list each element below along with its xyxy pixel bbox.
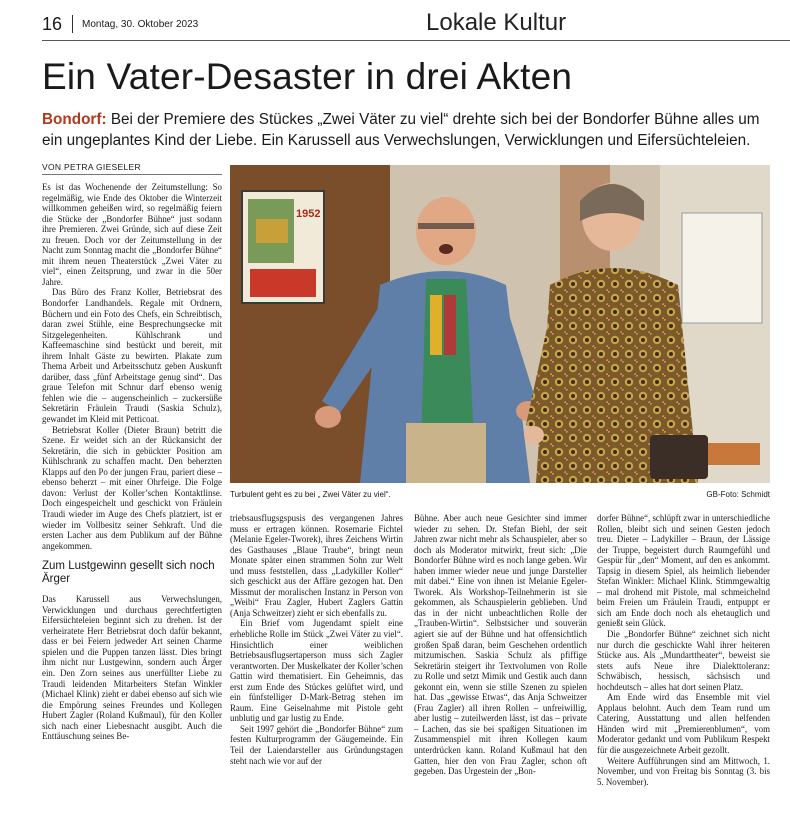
article-photo xyxy=(230,165,770,483)
lead-dateline: Bondorf: xyxy=(42,111,107,128)
article-column-2 xyxy=(230,513,403,766)
issue-date: Montag, 30. Oktober 2023 xyxy=(82,19,199,30)
byline-rule xyxy=(42,174,222,175)
photo-caption: Turbulent geht es zu bei „ Zwei Väter zu viel“. xyxy=(230,490,391,499)
article-column-3 xyxy=(414,513,587,777)
poster-year: 1952 xyxy=(296,208,321,220)
page-number: 16 xyxy=(42,14,63,34)
article-column-4 xyxy=(597,513,770,787)
paragraph: Weitere Aufführungen sind am Mittwoch, 1. November, und von Freitag bis Sonntag (3. bis 5. November). xyxy=(597,755,770,787)
section-title: Lokale Kultur xyxy=(426,9,567,36)
author-byline: VON PETRA GIESELER xyxy=(42,162,141,172)
stage-scene-image xyxy=(230,165,770,483)
subheading: Zum Lustgewinn gesellt sich noch Ärger xyxy=(42,560,215,586)
paragraph: Das Büro des Franz Koller, Betriebsrat des Bondorfer Landhandels. Regale mit Ordnern, Büchern und ein Foto des Chefs, ein Schreibtisch, daran zwei Stühle, eine Besprechungsecke mit Sitzgelegenheiten. Kühlschrank und Kaffeemaschine sind bestückt und bereit, mit ihrem Inhalt Gäste zu bewirten. Plakate zum Thema Arbeit und Arbeitsschutz geben Auskunft darüber, dass „fünf Arbeitstage genug sind“. Das graue Telefon mit Schnur darf ebenso wenig fehlen wie die – augenscheinlich – zuckersüße Sekretärin Fräulein Traudi (Saskia Schulz), gewandet im Kleid mit Petticoat. xyxy=(42,287,222,425)
article-column-1 xyxy=(42,182,222,742)
paragraph: Seit 1997 gehört die „Bondorfer Bühne“ zum festen Kulturprogramm der Gäugemeinde. Ein Teil der Laiendarsteller aus Gründungstagen steht nach wie vor auf der xyxy=(230,723,403,766)
page-header xyxy=(0,0,790,44)
header-rule xyxy=(42,40,790,41)
header-divider xyxy=(72,15,73,33)
paragraph: dorfer Bühne“, schlüpft zwar in unterschiedliche Rollen, bleibt sich und seinen Gesten jedoch treu. Dieter – Ladykiller – Braun, der Lässige der Truppe, begeistert durch Raumgefühl und Gespür für „den“ Moment, auf den es ankommt. Tapsig in diesem Spiel, als heimlich liebender Stefan Winkler: Michael Klink. Stimmgewaltig – mal drohend mit Pistole, mal schmeichelnd beim Freien um Fräulein Traudi, entpuppt er sich am Ende doch noch als ehetauglich und genießt sein Glück. xyxy=(597,513,770,629)
paragraph: Es ist das Wochenende der Zeitumstellung: So regelmäßig, wie Ende des Oktober die Winterzeit willkommen geheißen wird, so regelmäßig feiern die Stücke der „Bondorfer Bühne“ just sodann ihre Premieren. Zwei Gründe, sich auf diese Zeit zu freuen. Doch vor der Zeitumstellung in der Nacht zum Sonntag macht die „Bondorfer Bühne“ mit ihrem neuen Theaterstück „Zwei Väter zu viel“, einen Zeitsprung, und zwar in die 50er Jahre. xyxy=(42,182,222,287)
article-headline: Ein Vater-Desaster in drei Akten xyxy=(42,56,573,97)
paragraph: Das Karussell aus Verwechslungen, Verwicklungen und durchaus gerechtfertigten Eifersüchteleien beginnt sich zu drehen. Ist der verheiratete Herr Betriebsrat doch dafür bekannt, dass er bei Feiern jedweder Art seinen Charme spielen und die Puppen tanzen lässt. Dies bringt ihm nicht nur Lustgewinn, sondern auch Ärger ein. Den Zorn seines aus unerfüllter Liebe zu Traudi leidenden Mitarbeiters Stefan Winkler (Michael Klink) zieht er dabei ebenso auf sich wie die Empörung seines Freundes und Kollegen Hubert Zagler (Roland Kußmaul), für den Koller sich nach einer Liebesnacht ausgibt. Auch die Enttäuschung seines Be- xyxy=(42,594,222,742)
paragraph: Bühne. Aber auch neue Gesichter sind immer wieder zu sehen. Dr. Stefan Biehl, der seit Jahren zwar nicht mehr als Schauspieler, aber so doch als Moderator mitwirkt, freut sich: „Die Bondorfer Bühne wird es noch lange geben. Wir haben immer wieder neue und junge Darsteller mit dabei.“ Eine von ihnen ist Melanie Egeler-Tworek. Als Workshop-Teilnehmerin ist sie gekommen, als Schauspielerin geblieben. Und das in der nicht unbeachtlichen Rolle der „Trauben-Wirtin“. Selbstsicher und souverän agiert sie auf der Bühne und hat offensichtlich großen Spaß daran, beim Geschehen ordentlich mitzumischen. Saskia Schulz als pfiffige Sekretärin steigert ihr Textvolumen von Rolle zu Rolle und setzt Mimik und Gestik auch dann gekonnt ein, wenn sie stille Szenen zu spielen hat. Das „gewisse Etwas“, das Anja Schweitzer (Frau Zagler) all ihren Rollen – unfreiwillig, aber lustig – zuteilwerden lässt, ist das – private – Lachen, das sie bei spaßigen Situationen im Zusammenspiel mit ihren Kollegen kaum unterdrücken kann. Roland Kußmaul hat den Gatten, hier den von Frau Zagler, schon oft gegeben. Das Urgestein der „Bon- xyxy=(414,513,587,777)
paragraph: Ein Brief vom Jugendamt spielt eine erhebliche Rolle im Stück „Zwei Väter zu viel“. Hinsichtlich einer weiblichen Betriebsausflugsertaperson muss sich Zagler verantworten. Der Muskelkater der Koller’schen Gattin wird thematisiert. Ein Geheimnis, das erst zum Ende des Stückes gelüftet wird, und ein fünfstelliger D-Mark-Betrag stehen im Raum. Eine Geiselnahme mit Pistole geht unblutig und gar lustig zu Ende. xyxy=(230,618,403,724)
paragraph: Betriebsrat Koller (Dieter Braun) betritt die Szene. Er weidet sich an der Rückansicht der Sekretärin, die sich in gebückter Position am Kühlschrank zu schaffen macht. Den beherzten Klapps auf den Po der jungen Frau, pariert diese – ebenso beherzt – mit einer Ohrfeige. Die Folge davon: Verlust der Koller’schen Kontaktlinse. Doch eingespeichelt und geschickt von Fräulein Traudi wieder im Auge des Chefs platziert, ist er wieder im Vollbesitz seiner Sehkraft. Und die ersten Lacher aus dem Publikum auf der Bühne angekommen. xyxy=(42,424,222,551)
lead-text: Bei der Premiere des Stückes „Zwei Väter zu viel“ drehte sich bei der Bondorfer Bühne alles um ein ungeplantes Kind der Liebe. Ein Karussell aus Verwechslungen, Verwicklungen und Eifersüchteleien. xyxy=(42,111,760,149)
paragraph: Am Ende wird das Ensemble mit viel Applaus belohnt. Auch dem Team rund um Catering, Ausstattung und allen helfenden Händen wird mit „Premierenblumen“, vom Moderator gedankt und vom Publikum Respekt für die ausgezeichnete Arbeit gezollt. xyxy=(597,692,770,756)
article-lead xyxy=(42,109,782,151)
photo-credit: GB-Foto: Schmidt xyxy=(706,490,770,499)
paragraph: triebsausflugsgspusis des vergangenen Jahres muss er ertragen können. Rosemarie Fichtel (Melanie Egeler-Tworek), ihres Zeichens Wirtin des Gasthauses „Blaue Traube“, bringt neun Monate später einen strammen Sohn zur Welt und muss feststellen, dass „Ladykiller Koller“ sich geschickt aus der Affäre gezogen hat. Den Missmut der moralischen Instanz in Person von „Weibi“ Frau Zagler, Hubert Zaglers Gattin (Anja Schweitzer) zieht er sich ebenfalls zu. xyxy=(230,513,403,618)
paragraph: Die „Bondorfer Bühne“ zeichnet sich nicht nur durch die geschickte Wahl ihrer heiteren Stücke aus. Als „Mundarttheater“, beweist sie stets aufs Neue ihre Dialekttoleranz: Schwäbisch, hessisch, sächsisch und hochdeutsch – alles hat dort seinen Platz. xyxy=(597,629,770,692)
